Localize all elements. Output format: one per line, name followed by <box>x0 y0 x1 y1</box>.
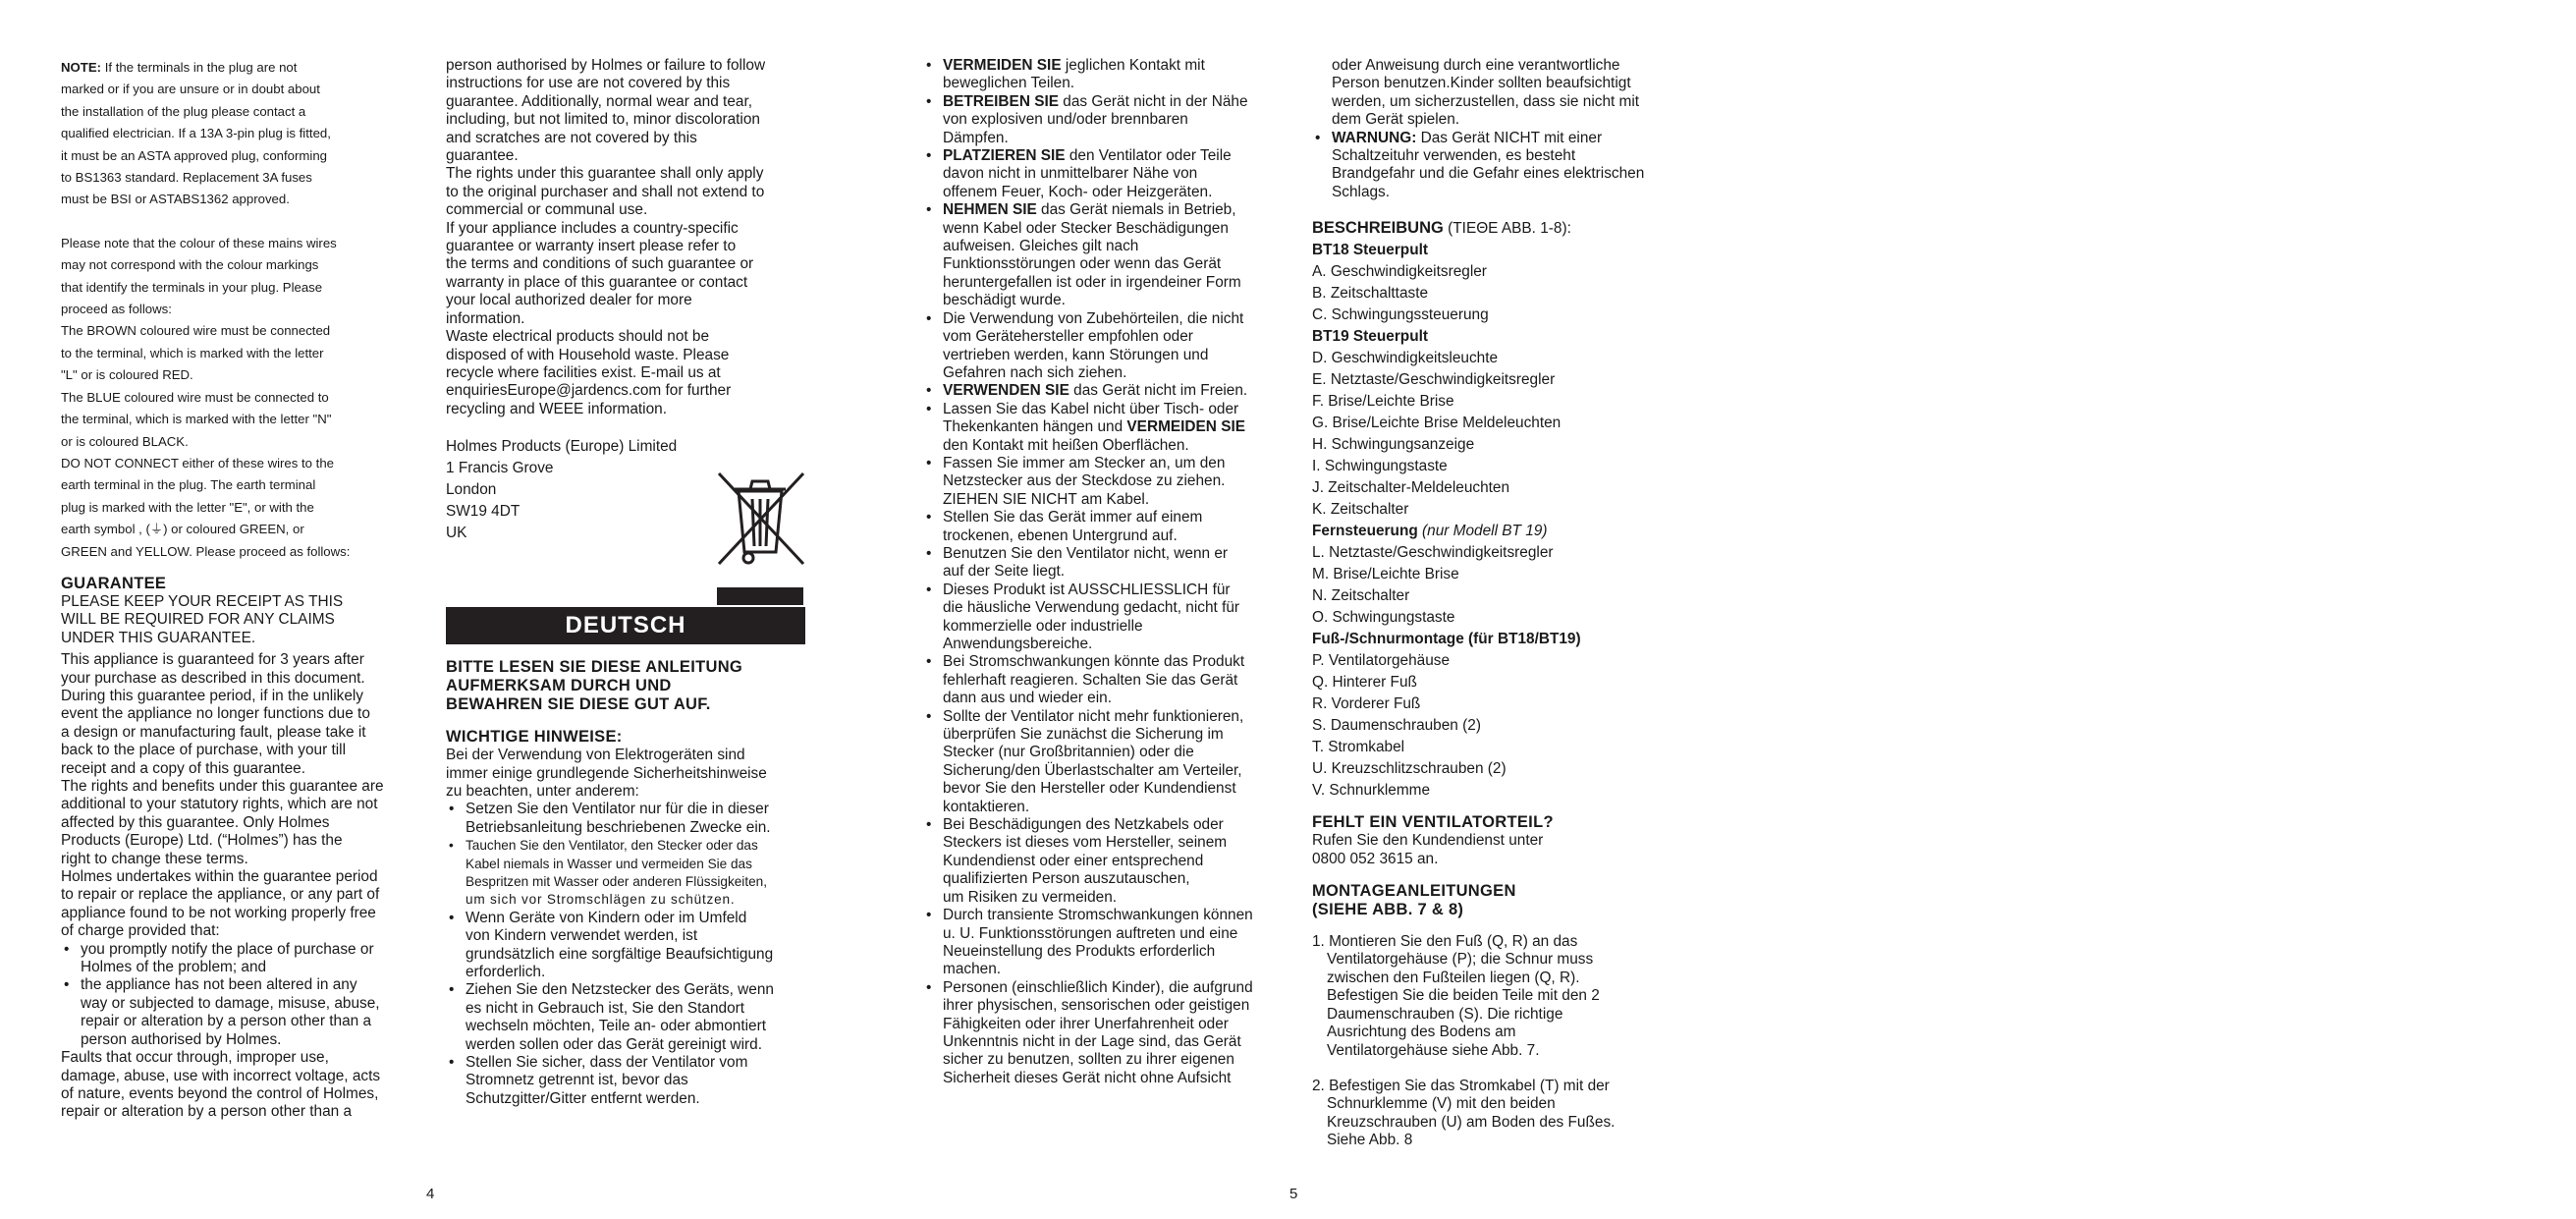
column-3 <box>923 57 1285 1087</box>
list-item: • Bei Stromschwankungen könnte das Produkt fehlerhaft reagieren. Schalten Sie das Gerät dann aus und wieder ein. <box>923 653 1285 707</box>
guarantee-line: event the appliance no longer functions due to <box>61 705 370 723</box>
guarantee-line: of nature, events beyond the control of Holmes, <box>61 1084 379 1102</box>
guarantee-line: repair or alteration by a person other than a <box>61 1103 353 1121</box>
note-line: must be BSI or ASTABS1362 approved. <box>61 192 290 207</box>
safety-list-continued <box>923 57 1285 1087</box>
wires-line: the terminal, which is marked with the letter "N" <box>61 412 332 427</box>
wires-line: proceed as follows: <box>61 302 172 317</box>
text-line: guarantee or warranty insert please refer to <box>446 238 737 255</box>
guarantee-line: your purchase as described in this document. <box>61 669 365 687</box>
wires-line: earth terminal in the plug. The earth terminal <box>61 477 316 493</box>
note-line: it must be an ASTA approved plug, conforming <box>61 147 327 163</box>
parts-item: Q. Hinterer Fuß <box>1312 674 1417 692</box>
list-item: • Wenn Geräte von Kindern oder im Umfeld von Kindern verwendet werden, ist grundsätzlich eine sorgfältige Beaufsichtigung erforderlich. <box>446 910 807 982</box>
parts-item: T. Stromkabel <box>1312 739 1405 756</box>
address-line: 1 Francis Grove <box>446 460 554 477</box>
note-line: qualified electrician. If a 13A 3-pin plug is fitted, <box>61 126 331 141</box>
list-item: • Durch transiente Stromschwankungen können u. U. Funktionsstörungen auftreten und eine Neueinstellung des Produkts erforderlich machen. <box>923 907 1285 979</box>
description-heading: BESCHREIBUNG <box>1312 219 1444 238</box>
section-title-deutsch: DEUTSCH <box>446 607 805 644</box>
list-item: • Benutzen Sie den Ventilator nicht, wenn er auf der Seite liegt. <box>923 545 1285 582</box>
wires-line: The BLUE coloured wire must be connected to <box>61 389 329 405</box>
text-line: to the original purchaser and shall not extend to <box>446 183 765 200</box>
list-item: • Ziehen Sie den Netzstecker des Geräts, wenn es nicht in Gebrauch ist, Sie den Standort wechseln möchten, Teile an- oder abmontiert werden sollen oder das Gerät gereinigt wird. <box>446 981 807 1054</box>
guarantee-line: receipt and a copy of this guarantee. <box>61 759 305 777</box>
address-line: SW19 4DT <box>446 503 521 521</box>
subheading: BT19 Steuerpult <box>1312 328 1429 346</box>
warning-list <box>1312 130 1673 202</box>
guarantee-line: WILL BE REQUIRED FOR ANY CLAIMS <box>61 611 335 629</box>
note-line: marked or if you are unsure or in doubt about <box>61 82 320 97</box>
crossed-out-wheelie-bin-icon <box>713 470 807 605</box>
list-item: • you promptly notify the place of purchase or Holmes of the problem; and <box>61 941 426 977</box>
text-line: person authorised by Holmes or failure to follow <box>446 57 766 74</box>
assembly-steps <box>1312 933 1673 1149</box>
guarantee-block <box>61 575 426 1122</box>
list-item: • Die Verwendung von Zubehörteilen, die nicht vom Gerätehersteller empfohlen oder vertrieben werden, kann Störungen und Gefahren nach sich ziehen. <box>923 310 1285 383</box>
address-line: UK <box>446 525 467 542</box>
parts-item: F. Brise/Leichte Brise <box>1312 393 1454 411</box>
address-line: London <box>446 481 497 499</box>
parts-item: J. Zeitschalter-Meldeleuchten <box>1312 479 1510 497</box>
parts-item: S. Daumenschrauben (2) <box>1312 717 1481 735</box>
step-item: 2. Befestigen Sie das Stromkabel (T) mit der Schnurklemme (V) mit den beiden Kreuzschrauben (U) am Boden des Fußes. Siehe Abb. 8 <box>1312 1077 1616 1149</box>
text-line: instructions for use are not covered by this <box>446 75 731 92</box>
text-line: and scratches are not covered by this <box>446 129 697 146</box>
guarantee-line: During this guarantee period, if in the unlikely <box>61 687 363 704</box>
list-item: • Dieses Produkt ist AUSSCHLIESSLICH für die häusliche Verwendung gedacht, nicht für kommerzielle oder industrielle Anwendungsbereiche. <box>923 582 1285 654</box>
parts-item: U. Kreuzschlitzschrauben (2) <box>1312 760 1507 778</box>
page-number-left: 4 <box>426 1186 435 1202</box>
note-line: to BS1363 standard. Replacement 3A fuses <box>61 170 312 186</box>
text-line: disposed of with Household waste. Please <box>446 346 730 363</box>
list-item: • VERWENDEN SIE das Gerät nicht im Freien. <box>923 382 1285 400</box>
parts-item: H. Schwingungsanzeige <box>1312 436 1475 454</box>
text-line: recycling and WEEE information. <box>446 400 667 417</box>
missing-part-heading: FEHLT EIN VENTILATORTEIL? <box>1312 813 1554 832</box>
parts-item: C. Schwingungssteuerung <box>1312 306 1489 324</box>
safety-list <box>446 801 807 1108</box>
wires-line: DO NOT CONNECT either of these wires to the <box>61 455 335 471</box>
assembly-heading: (SIEHE ABB. 7 & 8) <box>1312 901 1464 919</box>
wires-line: to the terminal, which is marked with the letter <box>61 345 324 360</box>
note-label: NOTE: <box>61 60 102 75</box>
parts-item: E. Netztaste/Geschwindigkeitsregler <box>1312 371 1556 389</box>
text-line: The rights under this guarantee shall only apply <box>446 165 764 183</box>
text-line: warranty in place of this guarantee or contact <box>446 273 748 291</box>
text-line: information. <box>446 309 525 327</box>
text-line: the terms and conditions of such guarantee or <box>446 255 754 273</box>
list-item: • Fassen Sie immer am Stecker an, um den Netzstecker aus der Steckdose zu ziehen. ZIEHEN SIE NICHT am Kabel. <box>923 455 1285 509</box>
wires-line: plug is marked with the letter "E", or with the <box>61 499 314 515</box>
parts-item: G. Brise/Leichte Brise Meldeleuchten <box>1312 415 1562 432</box>
list-item: • Setzen Sie den Ventilator nur für die in dieser Betriebsanleitung beschriebenen Zwecke ein. <box>446 801 807 837</box>
text-line: If your appliance includes a country-specific <box>446 219 739 237</box>
read-heading: BITTE LESEN SIE DIESE ANLEITUNG <box>446 658 743 677</box>
guarantee-line: affected by this guarantee. Only Holmes <box>61 813 330 831</box>
wires-line: earth symbol , (⏚) or coloured GREEN, or <box>61 522 304 537</box>
list-item: • PLATZIEREN SIE den Ventilator oder Teile davon nicht in unmittelbarer Nähe von offenem Feuer, Koch- oder Heizgeräten. <box>923 147 1285 201</box>
guarantee-line: PLEASE KEEP YOUR RECEIPT AS THIS <box>61 592 344 610</box>
guarantee-line: damage, abuse, use with incorrect voltage, acts <box>61 1067 381 1084</box>
text-line: guarantee. Additionally, normal wear and tear, <box>446 92 752 110</box>
parts-item: P. Ventilatorgehäuse <box>1312 652 1451 670</box>
guarantee-line: right to change these terms. <box>61 850 248 867</box>
guarantee-line: appliance found to be not working properly free <box>61 904 376 921</box>
guarantee-line: of charge provided that: <box>61 922 220 940</box>
column-4 <box>1312 57 1673 1150</box>
list-item: • the appliance has not been altered in any way or subjected to damage, misuse, abuse, repair or alteration by a person other than a person authorised by Holmes. <box>61 976 426 1049</box>
text-line: Bei der Verwendung von Elektrogeräten sind <box>446 747 745 764</box>
guarantee-line: Holmes undertakes within the guarantee period <box>61 868 378 886</box>
wires-line: may not correspond with the colour markings <box>61 257 319 273</box>
parts-item: R. Vorderer Fuß <box>1312 695 1421 713</box>
guarantee-line: The rights and benefits under this guarantee are <box>61 778 384 795</box>
list-item: • Tauchen Sie den Ventilator, den Stecker oder das Kabel niemals in Wasser und vermeiden Sie das Bespritzen mit Wasser oder anderen Flüssigkeiten, um sich vor Stromschlägen zu schützen. <box>446 837 807 910</box>
page-number-right: 5 <box>1289 1186 1298 1202</box>
parts-item: B. Zeitschalttaste <box>1312 285 1429 303</box>
list-item: • Bei Beschädigungen des Netzkabels oder Steckers ist dieses vom Hersteller, seinem Kundendienst oder einer entsprechend qualifizierten Person auszutauschen, um Risiken zu vermeiden. <box>923 816 1285 907</box>
description-block: BESCHREIBUNG (TIEΘE ABB. 1-8): BT18 Steuerpult A. Geschwindigkeitsregler B. Zeitschalttaste C. Schwingungssteuerung BT19 Steuerpult D. Geschwindigkeitsleuchte E. Netztaste/Geschwindigkeitsregler F. Brise/Leichte Brise G. Brise/Leichte Brise Meldeleuchten H. Schwingungsanzeige I. Schwingungstaste J. Zeitschalter-Meldeleuchten K. Zeitschalter Fernsteuerung (nur Modell BT 19) L. Netztaste/Geschwindigkeitsregler M. Brise/Leichte Brise N. Zeitschalter O. Schwingungstaste Fuß-/Schnurmontage (für BT18/BT19) P. Ventilatorgehäuse Q. Hinterer Fuß R. Vorderer Fuß S. Daumenschrauben (2) T. Stromkabel U. Kreuzschlitzschrauben (2) V. Schnurklemme <box>1312 217 1673 802</box>
guarantee-line: a design or manufacturing fault, please take it <box>61 723 366 741</box>
parts-item: I. Schwingungstaste <box>1312 458 1448 475</box>
important-heading: WICHTIGE HINWEISE: <box>446 728 623 747</box>
guarantee-line: to repair or replace the appliance, or any part of <box>61 886 380 904</box>
note-line: If the terminals in the plug are not <box>104 60 298 75</box>
guarantee-conditions <box>61 941 426 1049</box>
email-line: enquiriesEurope@jardencs.com for further <box>446 382 732 400</box>
text-line: recycle where facilities exist. E-mail us at <box>446 363 721 381</box>
text-line: zu beachten, unter anderem: <box>446 782 639 800</box>
guarantee-line: additional to your statutory rights, which are not <box>61 796 378 813</box>
parts-item: K. Zeitschalter <box>1312 501 1409 519</box>
wires-line: or is coloured BLACK. <box>61 433 189 449</box>
parts-item: V. Schnurklemme <box>1312 782 1431 800</box>
text-line: immer einige grundlegende Sicherheitshinweise <box>446 764 767 782</box>
list-item: • BETREIBEN SIE das Gerät nicht in der Nähe von explosiven und/oder brennbaren Dämpfen. <box>923 93 1285 147</box>
assembly-heading: MONTAGEANLEITUNGEN <box>1312 882 1516 901</box>
wires-line: Please note that the colour of these mains wires <box>61 235 337 250</box>
wires-line: "L" or is coloured RED. <box>61 367 193 383</box>
note-block <box>61 57 426 211</box>
parts-item: N. Zeitschalter <box>1312 587 1410 605</box>
text-line: guarantee. <box>446 147 519 165</box>
subheading: BT18 Steuerpult <box>1312 242 1429 259</box>
continued-text: oder Anweisung durch eine verantwortliche Person benutzen.Kinder sollten beaufsichtigt werden, um sicherzustellen, dass sie nicht mit dem Gerät spielen. <box>1332 57 1640 129</box>
step-item: 1. Montieren Sie den Fuß (Q, R) an das Ventilatorgehäuse (P); die Schnur muss zwischen den Fußteilen liegen (Q, R). Befestigen Sie die beiden Teile mit den 2 Daumenschrauben (S). Die richtige Ausrichtung des Bodens am Ventilatorgehäuse siehe Abb. 7. <box>1312 933 1600 1059</box>
text-line: Rufen Sie den Kundendienst unter <box>1312 832 1544 850</box>
list-item: • Personen (einschließlich Kinder), die aufgrund ihrer physischen, sensorischen oder geistigen Fähigkeiten oder ihrer Unerfahrenheit oder Unkenntnis nicht in der Lage sind, das Gerät sicher zu benutzen, sollten zu ihrer eigenen Sicherheit dieses Gerät nicht ohne Aufsicht <box>923 979 1285 1087</box>
subheading: Fuß-/Schnurmontage (für BT18/BT19) <box>1312 631 1581 648</box>
text-line: your local authorized dealer for more <box>446 292 692 309</box>
note-line: the installation of the plug please contact a <box>61 103 306 119</box>
text-line: Waste electrical products should not be <box>446 328 710 346</box>
guarantee-heading: GUARANTEE <box>61 574 167 592</box>
read-heading: AUFMERKSAM DURCH UND <box>446 677 672 695</box>
list-item: • Lassen Sie das Kabel nicht über Tisch- oder Thekenkanten hängen und VERMEIDEN SIE den Kontakt mit heißen Oberflächen. <box>923 401 1285 455</box>
list-item: • Stellen Sie das Gerät immer auf einem trockenen, ebenen Untergrund auf. <box>923 509 1285 545</box>
list-item: • VERMEIDEN SIE jeglichen Kontakt mit beweglichen Teilen. <box>923 57 1285 93</box>
list-item: • NEHMEN SIE das Gerät niemals in Betrieb, wenn Kabel oder Stecker Beschädigungen aufweisen. Gleiches gilt nach Funktionsstörungen oder wenn das Gerät heruntergefallen ist oder in irgendeiner Form beschädigt wurde. <box>923 201 1285 309</box>
wires-line: that identify the terminals in your plug. Please <box>61 279 323 295</box>
list-item: • WARNUNG: Das Gerät NICHT mit einer Schaltzeituhr verwenden, es besteht Brandgefahr und die Gefahr eines elektrischen Schlags. <box>1312 130 1673 202</box>
text-line: including, but not limited to, minor discoloration <box>446 111 760 129</box>
subheading: Fernsteuerung <box>1312 523 1418 540</box>
wires-block <box>61 233 426 563</box>
phone-number: 0800 052 3615 an. <box>1312 850 1439 867</box>
wires-line: The BROWN coloured wire must be connected <box>61 323 331 339</box>
guarantee-line: This appliance is guaranteed for 3 years after <box>61 651 364 669</box>
address-line: Holmes Products (Europe) Limited <box>446 438 678 456</box>
wires-line: GREEN and YELLOW. Please proceed as follows: <box>61 543 351 559</box>
text-line: commercial or communal use. <box>446 201 648 219</box>
column-1 <box>61 57 426 1122</box>
list-item: • Sollte der Ventilator nicht mehr funktionieren, überprüfen Sie zunächst die Sicherung im Stecker (nur Großbritannien) oder die Sicherung/den Überlastschalter am Verteiler, bevor Sie den Hersteller oder Kundendienst kontaktieren. <box>923 708 1285 816</box>
guarantee-line: Products (Europe) Ltd. (“Holmes”) has the <box>61 832 343 850</box>
parts-item: A. Geschwindigkeitsregler <box>1312 263 1487 281</box>
parts-item: M. Brise/Leichte Brise <box>1312 566 1459 583</box>
guarantee-line: UNDER THIS GUARANTEE. <box>61 629 256 646</box>
parts-item: D. Geschwindigkeitsleuchte <box>1312 350 1499 367</box>
parts-item: O. Schwingungstaste <box>1312 609 1455 627</box>
guarantee-line: back to the place of purchase, with your till <box>61 742 347 759</box>
list-item: • Stellen Sie sicher, dass der Ventilator vom Stromnetz getrennt ist, bevor das Schutzgitter/Gitter entfernt werden. <box>446 1054 807 1108</box>
parts-item: L. Netztaste/Geschwindigkeitsregler <box>1312 544 1554 562</box>
read-heading: BEWAHREN SIE DIESE GUT AUF. <box>446 695 711 714</box>
guarantee-line: Faults that occur through, improper use, <box>61 1049 329 1067</box>
